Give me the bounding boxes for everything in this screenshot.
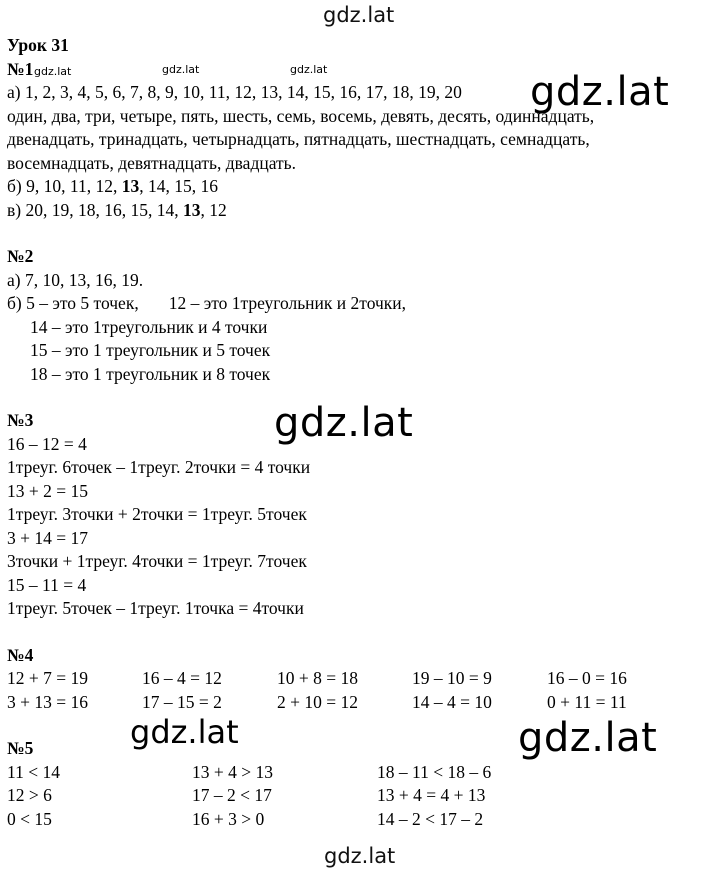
- task2-line4: 15 – это 1 треугольник и 5 точек: [30, 340, 271, 360]
- task2-b-1: б) 5 – это 5 точек,: [7, 293, 139, 313]
- task2-line3: 14 – это 1треугольник и 4 точки: [30, 316, 268, 337]
- task5-row: [7, 761, 714, 785]
- task2-b-2: 12 – это 1треугольник и 2точки,: [168, 293, 407, 313]
- task5-cell: 18 – 11 < 18 – 6: [377, 761, 492, 782]
- task1-words-3: восемнадцать, девятнадцать, двадцать.: [7, 152, 297, 173]
- task4-cell: 14 – 4 = 10: [412, 691, 492, 712]
- task5-cell: 13 + 4 = 4 + 13: [377, 785, 486, 805]
- task5-cell: 11 < 14: [7, 761, 60, 782]
- task5-row: [7, 808, 714, 832]
- task2-b: [7, 292, 714, 316]
- task2-a: а) 7, 10, 13, 16, 19.: [7, 269, 144, 290]
- task1-v-post: , 12: [200, 199, 227, 220]
- task5-cell: 14 – 2 < 17 – 2: [377, 808, 484, 829]
- watermark-small-2: gdz.lat: [162, 63, 200, 76]
- task4-heading: №4: [7, 644, 34, 665]
- task1-b-pre: б) 9, 10, 11, 12,: [7, 176, 122, 196]
- task5-row: [7, 784, 714, 808]
- task1-v-pre: в) 20, 19, 18, 16, 15, 14,: [7, 199, 183, 220]
- task1-v: [7, 199, 714, 223]
- task5-cell: 16 + 3 > 0: [192, 808, 265, 829]
- task1-words-1: один, два, три, четыре, пять, шесть, семь, восемь, девять, десять, одиннадцать,: [7, 105, 595, 126]
- watermark-big-1: gdz.lat: [526, 72, 673, 112]
- task3-line: 13 + 2 = 15: [7, 480, 88, 501]
- task1-b-bold: 13: [121, 176, 140, 196]
- task5-cell: 17 – 2 < 17: [192, 785, 272, 805]
- document-body: [7, 34, 714, 831]
- task5-cell: 12 > 6: [7, 785, 52, 805]
- task1-words-2: двенадцать, тринадцать, четырнадцать, пятнадцать, шестнадцать, семнадцать,: [7, 129, 590, 149]
- task3-line: 15 – 11 = 4: [7, 574, 87, 595]
- task4-cell: 10 + 8 = 18: [277, 668, 358, 688]
- task1-b: [7, 175, 714, 199]
- task5-cell: 13 + 4 > 13: [192, 761, 273, 782]
- task2-line5: 18 – это 1 треугольник и 8 точек: [30, 363, 271, 384]
- task2-heading: №2: [7, 246, 34, 266]
- task4-cell: 3 + 13 = 16: [7, 691, 88, 712]
- task4-cell: 0 + 11 = 11: [547, 691, 627, 712]
- task4-cell: 2 + 10 = 12: [277, 691, 358, 712]
- watermark-top: gdz.lat: [323, 3, 395, 27]
- task3-line: 3 + 14 = 17: [7, 527, 88, 548]
- task4-cell: 19 – 10 = 9: [412, 668, 492, 688]
- task4-row: [7, 667, 714, 691]
- task4-cell: 17 – 15 = 2: [142, 691, 222, 712]
- task4-cell: 16 – 0 = 16: [547, 668, 627, 688]
- task3-heading: №3: [7, 410, 34, 430]
- task3-line: 1треуг. 5точек – 1треуг. 1точка = 4точки: [7, 598, 304, 618]
- watermark-big-3: gdz.lat: [514, 718, 661, 758]
- task3-line: 1треуг. 3точки + 2точки = 1треуг. 5точек: [7, 504, 307, 524]
- task5-cell: 0 < 15: [7, 808, 52, 829]
- task1-v-bold: 13: [182, 199, 201, 220]
- task3-line: 1треуг. 6точек – 1треуг. 2точки = 4 точки: [7, 457, 311, 477]
- task3-line: 16 – 12 = 4: [7, 433, 87, 454]
- task1-heading: №1: [7, 58, 34, 79]
- watermark-small-3: gdz.lat: [290, 63, 328, 76]
- task4-cell: 16 – 4 = 12: [142, 668, 222, 688]
- task1-a: а) 1, 2, 3, 4, 5, 6, 7, 8, 9, 10, 11, 12, 13, 14, 15, 16, 17, 18, 19, 20: [7, 82, 462, 102]
- task3-line: 3точки + 1треуг. 4точки = 1треуг. 7точек: [7, 551, 307, 571]
- watermark-mid-1: gdz.lat: [130, 713, 239, 751]
- task1-b-post: , 14, 15, 16: [139, 176, 218, 196]
- lesson-title: Урок 31: [7, 35, 69, 55]
- watermark-small-1: gdz.lat: [34, 65, 72, 78]
- watermark-bottom: gdz.lat: [324, 844, 396, 868]
- watermark-big-2: gdz.lat: [274, 400, 414, 446]
- task5-heading: №5: [7, 738, 34, 758]
- task4-cell: 12 + 7 = 19: [7, 668, 88, 688]
- task4-row: [7, 691, 714, 715]
